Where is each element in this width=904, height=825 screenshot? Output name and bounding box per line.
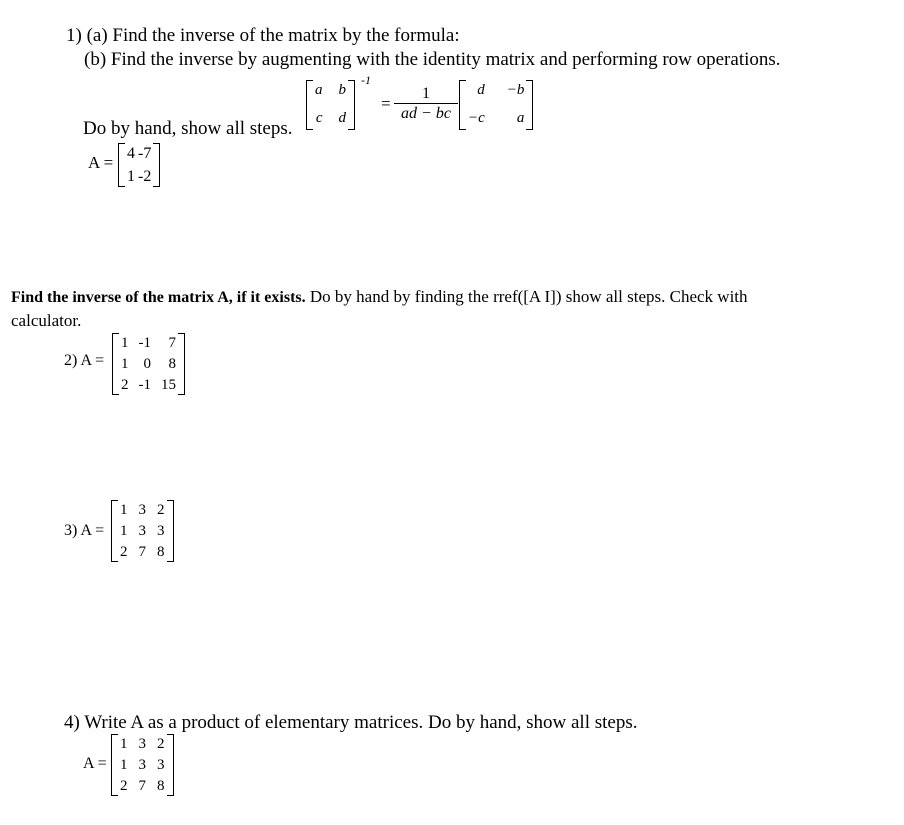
problem-3-matrix (111, 500, 174, 562)
instructions-line-1 (11, 287, 748, 308)
matrix-cell: 2 (157, 736, 165, 752)
matrix-cell: 2 (120, 544, 128, 560)
problem-4-label: A = (83, 755, 107, 772)
matrix-cell: 2 (157, 502, 165, 518)
matrix-cell: -1 (138, 335, 151, 351)
matrix-cell: 0 (143, 356, 151, 372)
problem-1-note: Do by hand, show all steps. (83, 118, 293, 139)
matrix-cell: 3 (138, 502, 146, 518)
matrix-cell: 4 (127, 145, 135, 162)
matrix-cell: 3 (138, 757, 146, 773)
matrix-cell: c (315, 110, 323, 126)
matrix-cell: 8 (168, 356, 176, 372)
matrix-cell: a (516, 110, 525, 126)
matrix-cell: 1 (120, 523, 128, 539)
matrix-cell: 1 (121, 356, 129, 372)
matrix-cell: −c (468, 110, 485, 126)
formula-rhs-matrix (459, 80, 533, 130)
problem-3-label: 3) A = (64, 522, 105, 539)
problem-2-matrix (112, 333, 185, 395)
matrix-cell: d (338, 110, 346, 126)
matrix-cell: 8 (157, 544, 165, 560)
formula-lhs-matrix (306, 80, 355, 130)
matrix-cell: 1 (121, 335, 129, 351)
instructions-line-2: calculator. (11, 311, 82, 330)
matrix-cell: 3 (138, 736, 146, 752)
matrix-cell: -7 (138, 145, 152, 162)
matrix-cell: 2 (120, 778, 128, 794)
problem-1-matrix-label: A = (88, 153, 114, 172)
matrix-cell: 1 (120, 757, 128, 773)
problem-1a-text: 1) (a) Find the inverse of the matrix by the formula: (66, 25, 460, 46)
matrix-cell: a (315, 82, 323, 98)
matrix-cell: 1 (120, 502, 128, 518)
matrix-cell: -2 (138, 167, 152, 185)
problem-4-matrix (111, 734, 174, 796)
problem-1-matrix (118, 143, 160, 187)
problem-4-text: 4) Write A as a product of elementary matrices. Do by hand, show all steps. (64, 712, 638, 733)
instructions-rest: Do by hand by finding the rref([A I]) show all steps. Check with (305, 287, 748, 306)
matrix-cell: 3 (157, 757, 165, 773)
fraction-denominator: ad − bc (401, 105, 451, 122)
problem-2-label: 2) A = (64, 352, 105, 369)
instructions-bold: Find the inverse of the matrix A, if it exists. (11, 289, 306, 306)
matrix-cell: −b (506, 82, 525, 98)
matrix-cell: 1 (120, 736, 128, 752)
matrix-cell: 7 (138, 778, 146, 794)
matrix-cell: 7 (138, 544, 146, 560)
matrix-cell: b (338, 82, 346, 98)
formula-exponent: -1 (361, 73, 371, 87)
formula-equals: = (381, 94, 391, 113)
matrix-cell: 2 (121, 377, 129, 393)
formula-fraction (394, 84, 458, 123)
matrix-cell: 7 (168, 335, 176, 351)
matrix-cell: d (477, 82, 485, 98)
matrix-cell: 15 (161, 377, 176, 393)
fraction-numerator: 1 (394, 84, 458, 104)
matrix-cell: 3 (157, 523, 165, 539)
matrix-cell: 3 (138, 523, 146, 539)
matrix-cell: 1 (127, 167, 135, 185)
matrix-cell: -1 (138, 377, 151, 393)
problem-1b-text: (b) Find the inverse by augmenting with the identity matrix and performing row operations. (84, 49, 781, 70)
matrix-cell: 8 (157, 778, 165, 794)
